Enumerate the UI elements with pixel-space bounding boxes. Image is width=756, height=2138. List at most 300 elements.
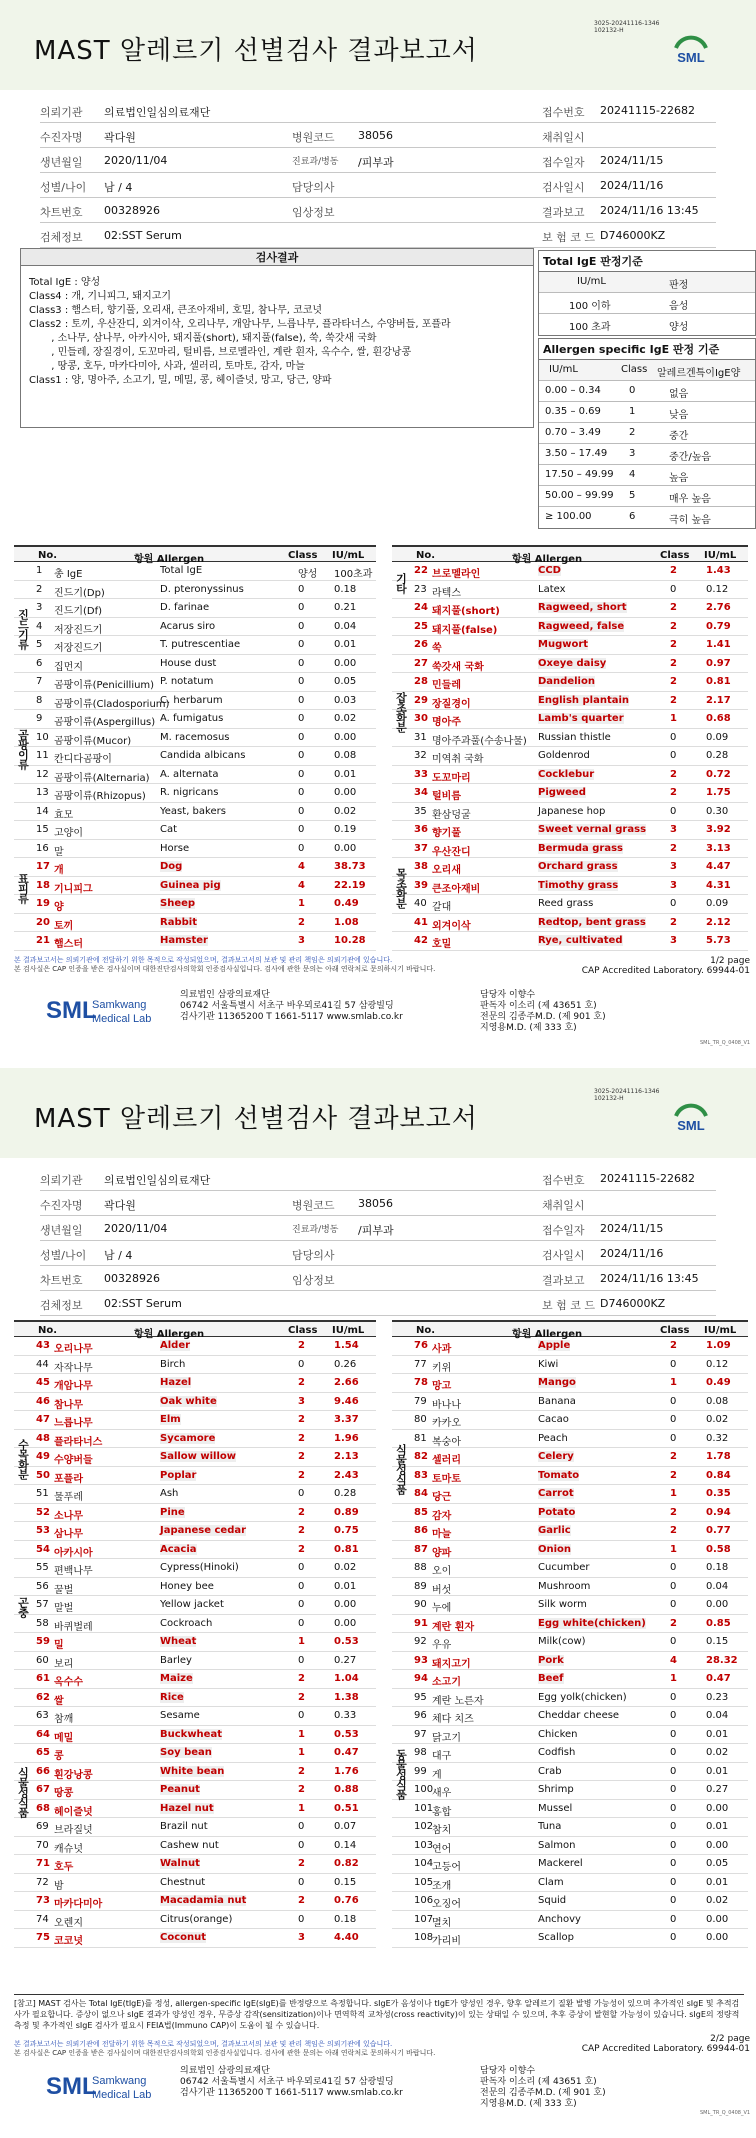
allergen-no: 39 bbox=[414, 879, 428, 891]
allergen-class: 2 bbox=[670, 565, 677, 576]
allergen-kr: 곰팡이류(Aspergillus) bbox=[54, 717, 156, 728]
allergen-row bbox=[392, 1522, 748, 1541]
group-label: 식물성식품 bbox=[16, 1767, 30, 1818]
allergen-class: 0 bbox=[298, 1580, 305, 1592]
info-label: 검사일시 bbox=[542, 1249, 585, 1262]
allergen-no: 29 bbox=[414, 694, 428, 706]
allergen-iu: 0.68 bbox=[706, 713, 731, 724]
allergen-en: Rye, cultivated bbox=[538, 935, 623, 946]
allergen-no: 8 bbox=[36, 694, 43, 706]
allergen-row bbox=[392, 599, 748, 618]
criteria-level: 중간/높음 bbox=[669, 452, 712, 463]
address-line: 검사기관 11365200 T 1661-5117 www.smlab.co.kr bbox=[180, 1012, 403, 1022]
allergen-iu: 1.43 bbox=[706, 565, 731, 576]
allergen-kr: 누에 bbox=[432, 1603, 452, 1614]
allergen-kr: 곰팡이류(Penicillium) bbox=[54, 680, 155, 691]
allergen-row bbox=[14, 1837, 376, 1856]
allergen-table-right bbox=[392, 1320, 748, 1948]
allergen-kr: 쑥갓새 국화 bbox=[432, 661, 484, 673]
address-line: 검사기관 11365200 T 1661-5117 www.smlab.co.kr bbox=[180, 2088, 403, 2098]
allergen-no: 75 bbox=[36, 1932, 50, 1943]
allergen-iu: 0.26 bbox=[334, 1358, 357, 1370]
allergen-iu: 0.47 bbox=[334, 1747, 359, 1758]
cap-label: CAP Accredited Laboratory. 69944-01 bbox=[581, 966, 750, 976]
allergen-iu: 0.00 bbox=[706, 1839, 729, 1851]
group-label: 수목화분 bbox=[16, 1439, 30, 1480]
allergen-class: 0 bbox=[298, 842, 305, 854]
allergen-en: Beef bbox=[538, 1673, 564, 1684]
allergen-class: 1 bbox=[298, 1728, 305, 1740]
criteria-level: 극히 높음 bbox=[669, 515, 711, 526]
allergen-no: 22 bbox=[414, 565, 428, 576]
info-label: 결과보고 bbox=[542, 206, 585, 219]
allergen-row bbox=[392, 1763, 748, 1782]
allergen-kr: 바나나 bbox=[432, 1399, 461, 1411]
allergen-kr: 흰강낭콩 bbox=[54, 1769, 93, 1781]
allergen-iu: 4.47 bbox=[706, 861, 731, 872]
allergen-kr: 꿀벌 bbox=[54, 1584, 74, 1596]
info-label: 의뢰기관 bbox=[40, 106, 83, 119]
allergen-row bbox=[14, 747, 376, 766]
allergen-class: 1 bbox=[670, 1377, 677, 1388]
allergen-en: Sycamore bbox=[160, 1432, 216, 1444]
allergen-iu: 0.00 bbox=[334, 1617, 357, 1629]
allergen-en: Apple bbox=[538, 1340, 571, 1351]
allergen-class: 0 bbox=[670, 1802, 677, 1814]
allergen-row bbox=[392, 1356, 748, 1375]
allergen-class: 0 bbox=[670, 1765, 677, 1777]
allergen-iu: 0.77 bbox=[706, 1525, 731, 1536]
info-label: 차트번호 bbox=[40, 206, 83, 219]
info-label: 수진자명 bbox=[40, 1199, 83, 1212]
allergen-class: 2 bbox=[298, 1543, 305, 1555]
allergen-no: 98 bbox=[414, 1747, 427, 1758]
info-value: 2024/11/16 bbox=[600, 1247, 664, 1260]
allergen-no: 40 bbox=[414, 898, 427, 909]
allergen-class: 1 bbox=[298, 1636, 305, 1647]
allergen-en: Cucumber bbox=[538, 1562, 590, 1573]
allergen-no: 27 bbox=[414, 657, 428, 669]
allergen-iu: 3.92 bbox=[706, 824, 731, 835]
allergen-en: Yellow jacket bbox=[160, 1599, 224, 1610]
allergen-en: Cockroach bbox=[160, 1617, 213, 1629]
allergen-iu: 2.17 bbox=[706, 694, 731, 706]
allergen-en: Hamster bbox=[160, 935, 208, 946]
allergen-row bbox=[392, 636, 748, 655]
allergen-kr: 바퀴벌레 bbox=[54, 1621, 93, 1633]
table-header bbox=[14, 545, 376, 565]
allergen-row bbox=[14, 1763, 376, 1782]
allergen-table-right bbox=[392, 545, 748, 951]
group-label: 잡초화분 bbox=[394, 692, 408, 732]
allergen-kr: 갈대 bbox=[432, 902, 452, 913]
allergen-row bbox=[14, 1726, 376, 1745]
allergen-class: 3 bbox=[670, 861, 677, 872]
allergen-en: D. farinae bbox=[160, 602, 210, 613]
allergen-class: 0 bbox=[298, 731, 305, 743]
allergen-class: 0 bbox=[670, 1895, 677, 1906]
allergen-kr: 양파 bbox=[432, 1547, 452, 1559]
allergen-en: Mackerel bbox=[538, 1858, 583, 1869]
allergen-row bbox=[392, 1874, 748, 1893]
info-label: 담당의사 bbox=[292, 1249, 335, 1262]
allergen-kr: 쌀 bbox=[54, 1695, 64, 1707]
allergen-kr: 사과 bbox=[432, 1344, 452, 1355]
info-row bbox=[40, 223, 716, 248]
info-label: 결과보고 bbox=[542, 1274, 585, 1287]
allergen-no: 10 bbox=[36, 731, 49, 743]
allergen-kr: 셀러리 bbox=[432, 1455, 461, 1466]
allergen-en: Hazel nut bbox=[160, 1802, 214, 1814]
signatures bbox=[480, 2066, 606, 2110]
col-allergen: 항원 Allergen bbox=[134, 1329, 205, 1340]
samkwang-logo-icon bbox=[46, 2066, 176, 2106]
allergen-kr: 계란 흰자 bbox=[432, 1621, 475, 1633]
allergen-row bbox=[14, 729, 376, 748]
allergen-row bbox=[392, 821, 748, 840]
allergen-iu: 1.54 bbox=[334, 1340, 359, 1351]
allergen-no: 55 bbox=[36, 1562, 49, 1573]
allergen-iu: 0.00 bbox=[334, 731, 357, 743]
allergen-en: Oak white bbox=[160, 1395, 217, 1407]
allergen-kr: 쑥 bbox=[432, 643, 442, 654]
allergen-no: 88 bbox=[414, 1562, 427, 1573]
criteria-class: 6 bbox=[629, 511, 636, 522]
allergen-row bbox=[14, 1652, 376, 1671]
allergen-en: Pigweed bbox=[538, 787, 586, 798]
allergen-no: 59 bbox=[36, 1636, 50, 1647]
allergen-iu: 0.00 bbox=[706, 1599, 729, 1610]
signature-line: 전문의 김종주M.D. (제 901 호) bbox=[480, 1012, 606, 1022]
info-value: 2024/11/16 13:45 bbox=[600, 204, 699, 217]
address-line: 의료법인 삼광의료재단 bbox=[180, 2066, 270, 2076]
allergen-iu: 0.75 bbox=[334, 1525, 359, 1536]
allergen-class: 0 bbox=[298, 1358, 305, 1370]
allergen-en: Cacao bbox=[538, 1414, 569, 1425]
signature-line: 담당자 이향수 bbox=[480, 990, 536, 1000]
criteria-range: ≥ 100.00 bbox=[545, 511, 592, 522]
allergen-no: 21 bbox=[36, 935, 50, 946]
allergen-iu: 0.84 bbox=[706, 1469, 731, 1481]
allergen-no: 85 bbox=[414, 1506, 428, 1518]
allergen-kr: 개 bbox=[54, 865, 64, 876]
allergen-kr: 오리새 bbox=[432, 865, 461, 876]
allergen-en: Sweet vernal grass bbox=[538, 824, 647, 835]
report-title: MAST 알레르기 선별검사 결과보고서 bbox=[34, 1104, 478, 1134]
report-page-2 bbox=[0, 1068, 756, 2118]
allergen-no: 2 bbox=[36, 583, 43, 595]
allergen-iu: 1.09 bbox=[706, 1340, 731, 1351]
allergen-en: Rabbit bbox=[160, 916, 197, 928]
allergen-row bbox=[392, 618, 748, 637]
criteria-range: 0.70 – 3.49 bbox=[545, 427, 601, 438]
allergen-kr: 털비름 bbox=[432, 791, 461, 802]
allergen-iu: 100초과 bbox=[334, 569, 373, 580]
allergen-no: 42 bbox=[414, 935, 428, 946]
allergen-row bbox=[392, 562, 748, 581]
allergen-class: 2 bbox=[298, 1784, 305, 1795]
info-label: 검체정보 bbox=[40, 1299, 83, 1312]
criteria-class: 2 bbox=[629, 427, 636, 438]
allergen-no: 23 bbox=[414, 583, 427, 595]
allergen-kr: 참치 bbox=[432, 1825, 452, 1836]
allergen-iu: 0.28 bbox=[706, 750, 729, 761]
info-value: 38056 bbox=[358, 1197, 393, 1210]
allergen-iu: 0.04 bbox=[334, 620, 357, 632]
allergen-iu: 1.75 bbox=[706, 787, 731, 798]
allergen-kr: 호밀 bbox=[432, 939, 452, 950]
allergen-no: 13 bbox=[36, 787, 49, 798]
allergen-en: Carrot bbox=[538, 1488, 574, 1499]
info-label: 생년월일 bbox=[40, 156, 83, 169]
allergen-row bbox=[14, 599, 376, 618]
result-summary-text: Total IgE : 양성 Class4 : 개, 기니피그, 돼지고기 Class3 : 햄스터, 향기풀, 오리새, 큰조아재비, 호밀, 참나무, 코코넛 Class2 : 토끼, 우산잔디, 외겨이삭, 오리나무, 개암나무, 느릅나무, 플라타너스, 수양버들, 포플라 , 소나무, 삼나무, 아카시아, 돼지풀(short), 돼지풀(false), 쑥, 쑥갓새 국화 , 민들레, 장질경이, 도꼬마리, 털비름, 브로멜라인, 계란 흰자, 옥수수, 쌀, 흰강낭콩 , 땅콩, 호두, 마카다미아, 사과, 셀러리, 토마토, 감자, 마늘 Class1 : 양, 명아주, 소고기, 밀, 메밀, 콩, 헤이즐넛, 망고, 당근, 양파 bbox=[29, 277, 451, 386]
info-value: /피부과 bbox=[358, 1224, 394, 1237]
allergen-no: 12 bbox=[36, 768, 49, 780]
group-label: 진드기류 bbox=[16, 608, 30, 649]
allergen-kr: 고등어 bbox=[432, 1862, 461, 1873]
allergen-class: 0 bbox=[670, 1728, 677, 1740]
info-value: 38056 bbox=[358, 129, 393, 142]
table-header bbox=[14, 1320, 376, 1340]
criteria-row bbox=[539, 465, 755, 486]
allergen-class: 0 bbox=[670, 805, 677, 817]
allergen-iu: 3.13 bbox=[706, 842, 731, 854]
allergen-class: 2 bbox=[670, 787, 677, 798]
info-label: 병원코드 bbox=[292, 1199, 335, 1212]
info-row bbox=[40, 173, 716, 198]
allergen-kr: 진드기(Df) bbox=[54, 606, 103, 617]
criteria-range: 0.35 – 0.69 bbox=[545, 406, 601, 417]
allergen-iu: 0.76 bbox=[334, 1895, 359, 1906]
allergen-no: 35 bbox=[414, 805, 427, 817]
allergen-row bbox=[14, 766, 376, 785]
info-label: 성별/나이 bbox=[40, 181, 87, 194]
allergen-iu: 0.88 bbox=[334, 1784, 359, 1795]
allergen-iu: 1.04 bbox=[334, 1673, 359, 1684]
info-row bbox=[40, 148, 716, 173]
allergen-row bbox=[392, 1374, 748, 1393]
allergen-no: 16 bbox=[36, 842, 49, 854]
document-number: 3025-20241116-1346 102132-H bbox=[594, 20, 660, 34]
signature-line: 지영용M.D. (제 333 호) bbox=[480, 2099, 577, 2109]
allergen-kr: 참나무 bbox=[54, 1399, 83, 1411]
info-label: 보 험 코 드 bbox=[542, 1299, 595, 1312]
allergen-class: 0 bbox=[670, 1747, 677, 1758]
allergen-kr: 멸치 bbox=[432, 1917, 452, 1929]
allergen-row bbox=[14, 1670, 376, 1689]
allergen-kr: 오리나무 bbox=[54, 1344, 93, 1355]
allergen-row bbox=[392, 1337, 748, 1356]
allergen-no: 107 bbox=[414, 1913, 434, 1925]
allergen-class: 2 bbox=[670, 1506, 677, 1518]
allergen-kr: 홍합 bbox=[432, 1806, 452, 1818]
allergen-iu: 3.37 bbox=[334, 1414, 359, 1425]
allergen-en: Rice bbox=[160, 1691, 184, 1703]
allergen-no: 108 bbox=[414, 1932, 434, 1943]
allergen-kr: 옥수수 bbox=[54, 1677, 83, 1688]
info-label: 담당의사 bbox=[292, 181, 335, 194]
allergen-row bbox=[14, 1559, 376, 1578]
allergen-en: M. racemosus bbox=[160, 731, 230, 743]
allergen-kr: 카카오 bbox=[432, 1418, 461, 1429]
allergen-iu: 0.89 bbox=[334, 1506, 359, 1518]
allergen-en: Barley bbox=[160, 1654, 192, 1666]
allergen-no: 54 bbox=[36, 1543, 50, 1555]
criteria-row bbox=[539, 381, 755, 402]
info-label: 검사일시 bbox=[542, 181, 585, 194]
allergen-iu: 0.08 bbox=[706, 1395, 729, 1407]
table-header bbox=[392, 1320, 748, 1340]
page-label: 2/2 page bbox=[710, 2034, 750, 2044]
allergen-iu: 0.09 bbox=[706, 731, 729, 743]
allergen-class: 0 bbox=[670, 1858, 677, 1869]
address-line: 06742 서울특별시 서초구 바우뫼로41길 57 삼광빌딩 bbox=[180, 1001, 394, 1011]
allergen-row bbox=[392, 914, 748, 933]
allergen-kr: 참깨 bbox=[54, 1714, 74, 1725]
allergen-no: 3 bbox=[36, 602, 43, 613]
allergen-row bbox=[392, 1559, 748, 1578]
document-number: 3025-20241116-1346 102132-H bbox=[594, 1088, 660, 1102]
page-number bbox=[580, 2034, 750, 2054]
allergen-no: 41 bbox=[414, 916, 428, 928]
patient-info bbox=[40, 1166, 716, 1316]
allergen-en: Honey bee bbox=[160, 1580, 214, 1592]
allergen-row bbox=[392, 1670, 748, 1689]
allergen-class: 1 bbox=[670, 1543, 677, 1555]
signature-line: 전문의 김종주M.D. (제 901 호) bbox=[480, 2088, 606, 2098]
allergen-iu: 0.01 bbox=[334, 639, 357, 650]
allergen-kr: 큰조아재비 bbox=[432, 883, 481, 895]
allergen-class: 0 bbox=[298, 657, 305, 669]
signature-line: 판독자 이소리 (제 43651 호) bbox=[480, 2077, 597, 2087]
svg-text:Samkwang: Samkwang bbox=[92, 999, 147, 1011]
allergen-en: CCD bbox=[538, 565, 561, 576]
info-label: 접수번호 bbox=[542, 106, 585, 119]
allergen-en: Wheat bbox=[160, 1636, 197, 1647]
allergen-iu: 1.08 bbox=[334, 916, 359, 928]
allergen-kr: 저장진드기 bbox=[54, 624, 103, 636]
allergen-class: 2 bbox=[670, 1469, 677, 1481]
allergen-en: Kiwi bbox=[538, 1358, 559, 1370]
allergen-en: D. pteronyssinus bbox=[160, 583, 244, 595]
allergen-en: Peach bbox=[538, 1432, 568, 1444]
info-row bbox=[40, 1291, 716, 1316]
allergen-class: 0 bbox=[670, 731, 677, 743]
info-label: 접수일자 bbox=[542, 156, 585, 169]
allergen-row bbox=[14, 877, 376, 896]
criteria-range: 3.50 – 17.49 bbox=[545, 448, 608, 459]
allergen-iu: 1.78 bbox=[706, 1451, 731, 1462]
allergen-iu: 0.01 bbox=[706, 1821, 729, 1832]
allergen-row bbox=[392, 895, 748, 914]
col-label: IU/mL bbox=[577, 276, 606, 287]
allergen-kr: 곰팡이류(Rhizopus) bbox=[54, 791, 146, 802]
allergen-kr: 양 bbox=[54, 902, 64, 913]
allergen-iu: 1.76 bbox=[334, 1765, 359, 1777]
col-iu: IU/mL bbox=[332, 1325, 365, 1336]
allergen-row bbox=[392, 932, 748, 951]
allergen-no: 87 bbox=[414, 1543, 428, 1555]
allergen-en: Egg white(chicken) bbox=[538, 1617, 646, 1629]
allergen-kr: 삼나무 bbox=[54, 1529, 83, 1540]
allergen-row bbox=[392, 1596, 748, 1615]
criteria-range: 50.00 – 99.99 bbox=[545, 490, 614, 501]
allergen-row bbox=[14, 914, 376, 933]
allergen-iu: 5.73 bbox=[706, 935, 731, 946]
allergen-row bbox=[392, 1800, 748, 1819]
allergen-en: Cheddar cheese bbox=[538, 1710, 620, 1721]
allergen-en: Alder bbox=[160, 1340, 191, 1351]
allergen-row bbox=[392, 581, 748, 600]
allergen-no: 76 bbox=[414, 1340, 428, 1351]
allergen-iu: 0.81 bbox=[706, 676, 731, 687]
allergen-class: 2 bbox=[298, 1414, 305, 1425]
group-label: 식물성식품 bbox=[394, 1443, 408, 1494]
page-label: 1/2 page bbox=[710, 956, 750, 966]
allergen-kr: 물푸레 bbox=[54, 1492, 83, 1503]
allergen-en: T. putrescentiae bbox=[160, 639, 241, 650]
allergen-kr: 민들레 bbox=[432, 680, 461, 691]
allergen-iu: 0.02 bbox=[706, 1414, 729, 1425]
info-value: D746000KZ bbox=[600, 1297, 666, 1310]
allergen-kr: 고양이 bbox=[54, 828, 83, 839]
allergen-no: 6 bbox=[36, 657, 43, 669]
allergen-en: Hazel bbox=[160, 1377, 192, 1388]
col-class: Class bbox=[288, 1325, 318, 1336]
allergen-iu: 0.49 bbox=[706, 1377, 731, 1388]
allergen-row bbox=[14, 1818, 376, 1837]
info-label: 접수번호 bbox=[542, 1174, 585, 1187]
criteria-value: 100 이하 bbox=[569, 301, 611, 312]
info-value: D746000KZ bbox=[600, 229, 666, 242]
allergen-en: Garlic bbox=[538, 1525, 571, 1536]
allergen-no: 53 bbox=[36, 1525, 50, 1536]
allergen-iu: 1.41 bbox=[706, 639, 731, 650]
allergen-no: 81 bbox=[414, 1432, 427, 1444]
allergen-class: 0 bbox=[298, 620, 305, 632]
allergen-no: 94 bbox=[414, 1673, 428, 1684]
allergen-en: Squid bbox=[538, 1895, 567, 1906]
allergen-class: 0 bbox=[670, 1358, 677, 1370]
info-label: 수진자명 bbox=[40, 131, 83, 144]
allergen-en: Cat bbox=[160, 824, 178, 835]
col-label: IU/mL bbox=[549, 364, 578, 375]
specific-ige-title: Allergen specific IgE 판정 기준 bbox=[539, 339, 755, 360]
allergen-class: 0 bbox=[670, 898, 677, 909]
allergen-kr: 우유 bbox=[432, 1640, 452, 1651]
group-label: 곤충 bbox=[16, 1597, 30, 1618]
allergen-row bbox=[392, 1467, 748, 1486]
allergen-kr: 자작나무 bbox=[54, 1362, 93, 1374]
allergen-class: 2 bbox=[298, 1525, 305, 1536]
allergen-en: Anchovy bbox=[538, 1913, 581, 1925]
criteria-class: 1 bbox=[629, 406, 636, 417]
allergen-kr: 복숭아 bbox=[432, 1436, 461, 1448]
info-value: 의료법인일심의료재단 bbox=[104, 106, 211, 119]
allergen-kr: 집먼지 bbox=[54, 661, 83, 673]
footer-note: 본 검사실은 CAP 인증을 받은 검사실이며 대한진단검사의학회 인증검사실입니다. 검사에 관한 문의는 아래 연락처로 문의하시기 바랍니다. bbox=[14, 965, 436, 973]
allergen-no: 100 bbox=[414, 1784, 434, 1795]
allergen-class: 0 bbox=[298, 1821, 305, 1832]
allergen-row bbox=[392, 858, 748, 877]
allergen-class: 0 bbox=[670, 1562, 677, 1573]
allergen-class: 0 bbox=[670, 1691, 677, 1703]
allergen-en: Macadamia nut bbox=[160, 1895, 247, 1906]
allergen-no: 64 bbox=[36, 1728, 50, 1740]
info-row bbox=[40, 1166, 716, 1191]
allergen-row bbox=[14, 784, 376, 803]
